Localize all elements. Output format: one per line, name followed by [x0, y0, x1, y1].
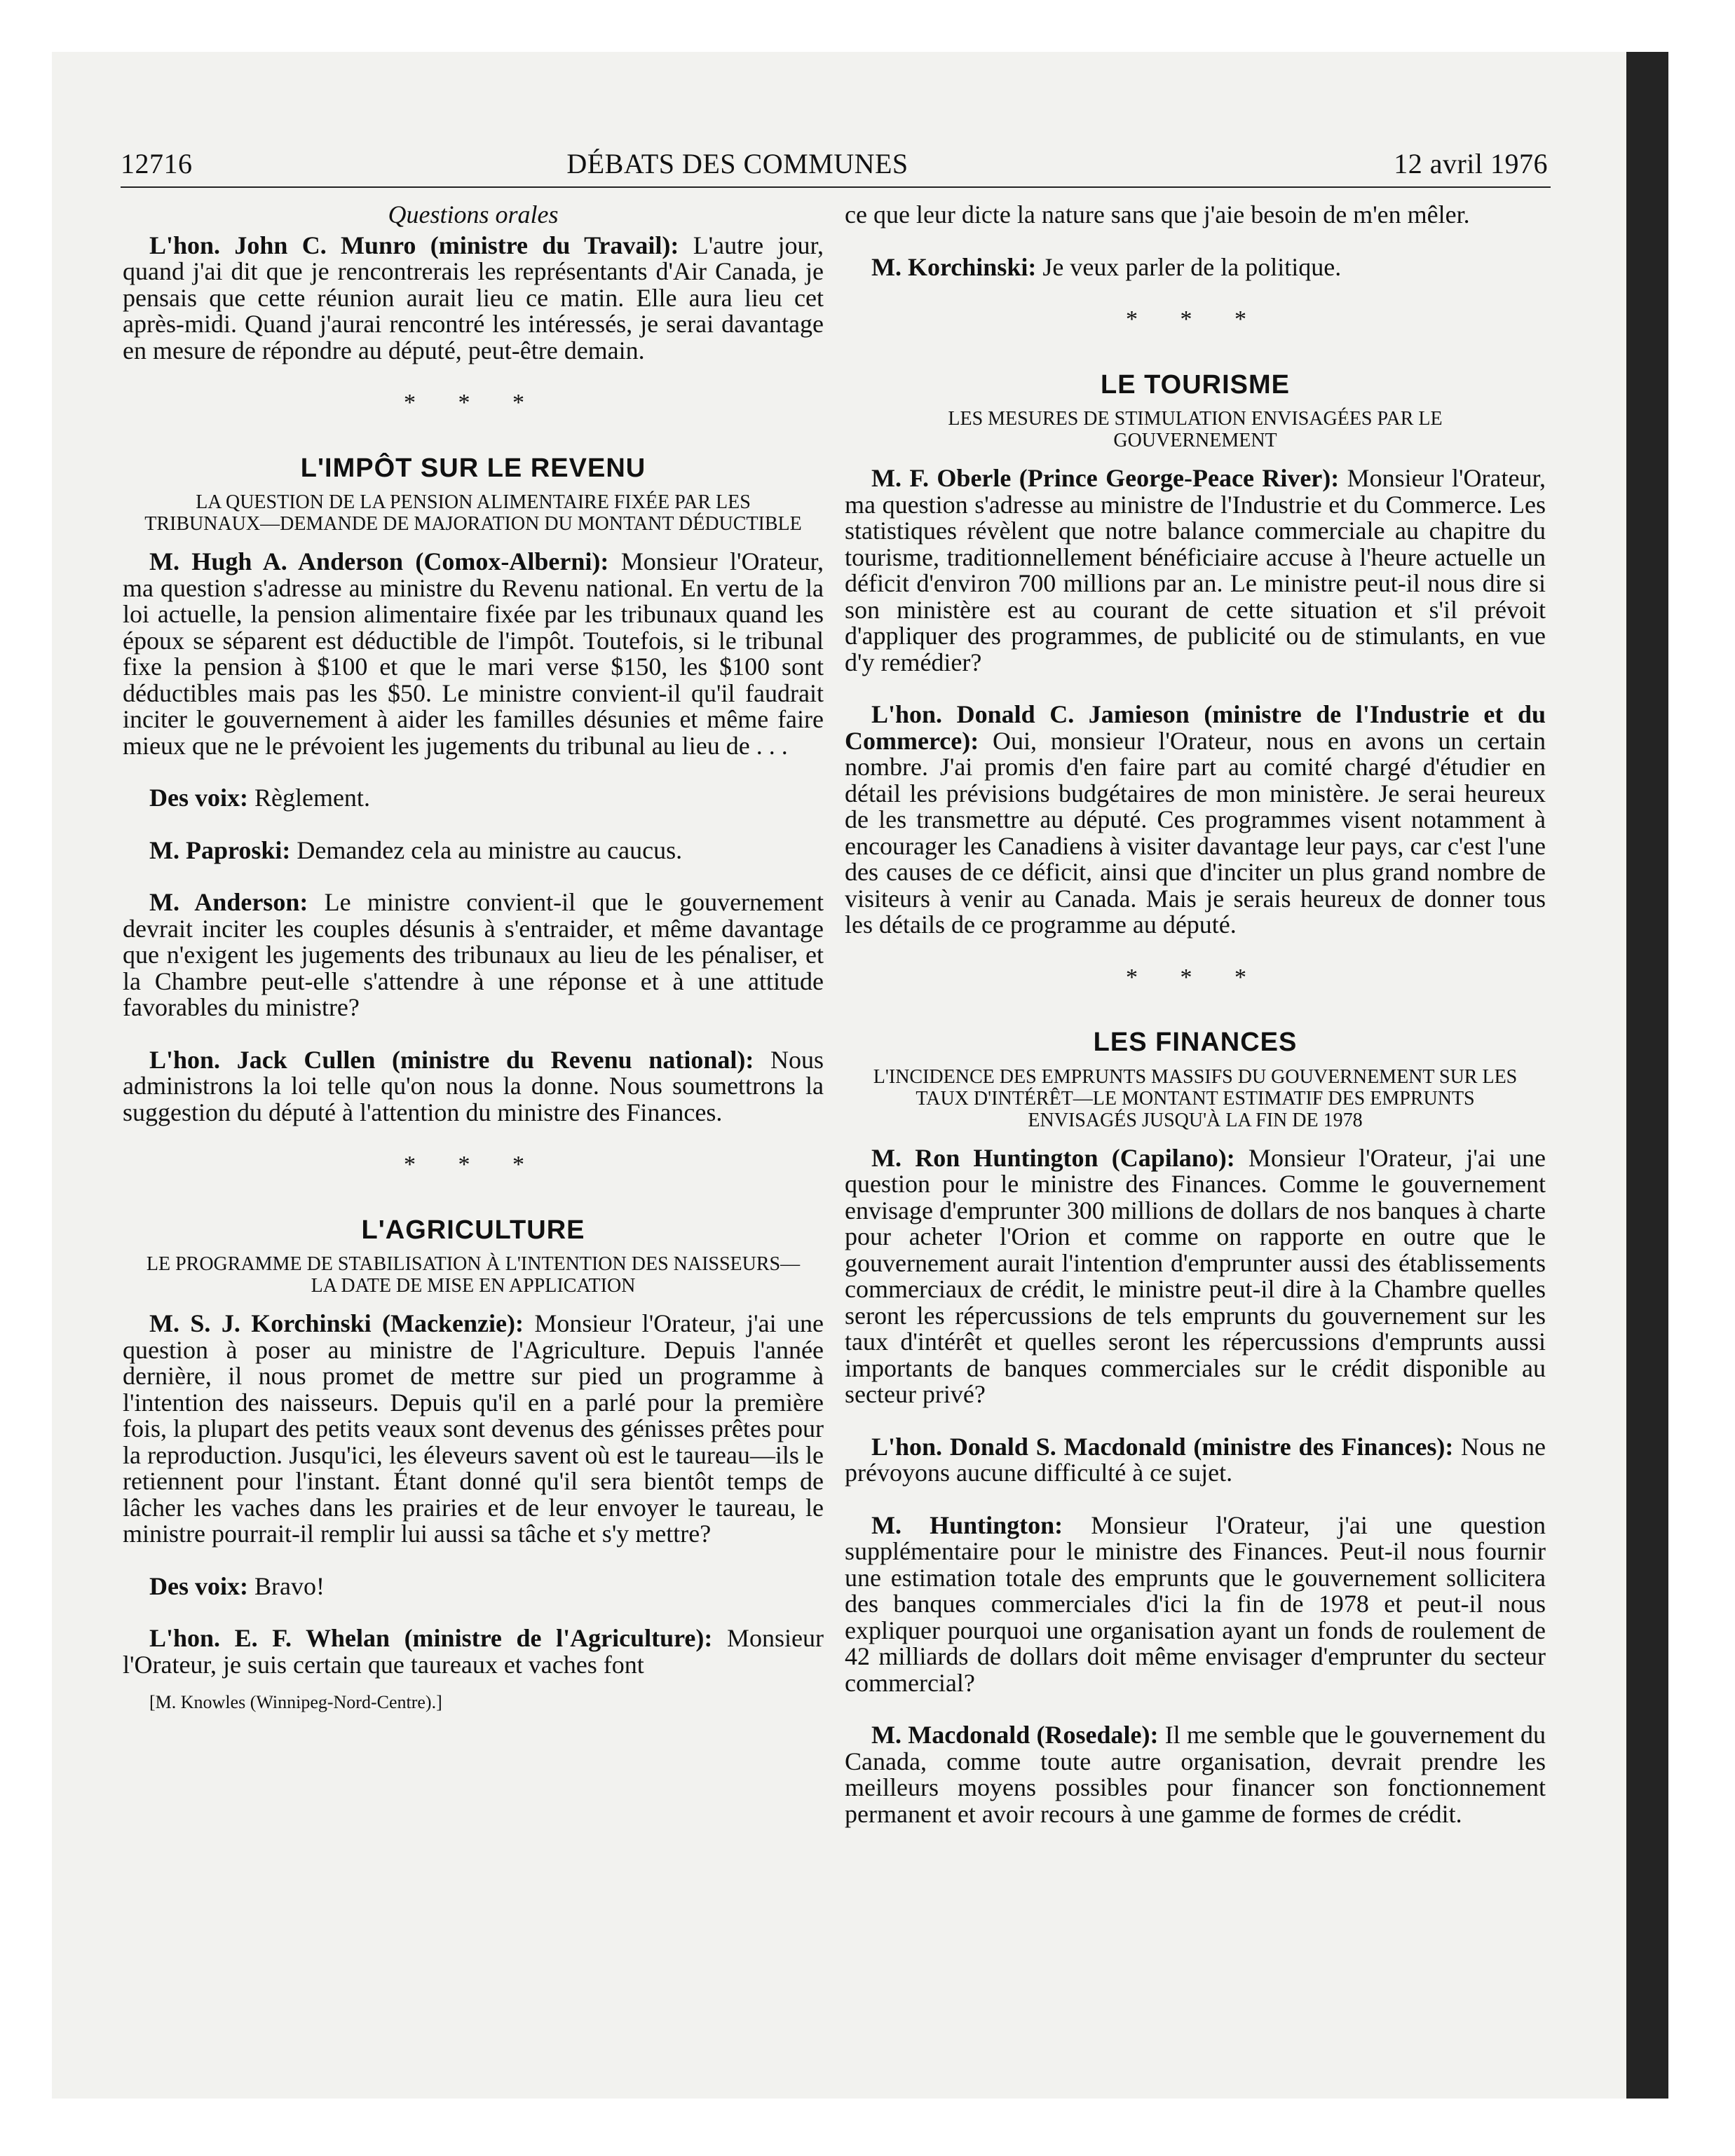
speaker-name: M. Ron Huntington (Capilano):	[871, 1143, 1235, 1172]
right-column	[845, 202, 1546, 1853]
speech-paragraph	[123, 1311, 824, 1548]
speech-paragraph	[845, 465, 1546, 676]
speech-paragraph	[123, 1625, 824, 1678]
speaker-name: M. Paproski:	[149, 835, 291, 864]
speaker-name: M. S. J. Korchinski (Mackenzie):	[149, 1309, 524, 1337]
speech-paragraph	[123, 1047, 824, 1126]
speech-text: Bravo!	[247, 1571, 325, 1600]
section-separator: * * *	[404, 1152, 543, 1178]
speech-text: Monsieur l'Orateur, ma question s'adresse au ministre de l'Industrie et du Commerce. Les statistiques révèlent que notre balance commerciale au chapitre du tourisme, traditionnellement bénéficiaire accuse à l'heure actuelle un déficit d'environ 700 millions par an. Le ministre peut-il nous dire si son ministère est au courant de cette situation et s'il prévoit d'appliquer des programmes, de publicité ou de stimulants, en vue d'y remédier?	[845, 464, 1546, 676]
section-label: Questions orales	[388, 200, 559, 228]
speech-paragraph	[123, 1571, 824, 1600]
subtopic-heading: L'INCIDENCE DES EMPRUNTS MASSIFS DU GOUVERNEMENT SUR LES TAUX D'INTÉRÊT—LE MONTANT ESTIMATIF DES EMPRUNTS ENVISAGÉS JUSQU'À LA FIN DE 1978	[873, 1065, 1518, 1131]
footnote: [M. Knowles (Winnipeg-Nord-Centre).]	[149, 1692, 442, 1712]
page-date: 12 avril 1976	[1394, 148, 1548, 179]
section-separator: * * *	[404, 390, 543, 416]
speech-paragraph	[123, 889, 824, 1021]
speaker-name: L'hon. John C. Munro (ministre du Travail):	[149, 231, 679, 259]
speaker-name: L'hon. E. F. Whelan (ministre de l'Agriculture):	[149, 1624, 713, 1652]
speaker-name: Des voix:	[149, 784, 248, 812]
speech-text: Monsieur l'Orateur, j'ai une question pour le ministre des Finances. Comme le gouvernement envisage d'emprunter 300 millions de dollars de nos banques à charte pour acheter l'Orion et comme on rapporte en outre que le gouvernement aurait l'intention d'emprunter aussi des établissements commerciaux de crédit, le ministre peut-il dire à la Chambre quelles seront les répercussions de tels emprunts du gouvernement sur les taux d'intérêt et quelles seront les répercussions d'emprunts aussi importants de banques commerciales sur le crédit disponible au secteur privé?	[845, 1143, 1546, 1408]
speech-paragraph	[123, 785, 824, 812]
topic-heading: LES FINANCES	[1093, 1028, 1298, 1057]
speech-paragraph	[123, 835, 824, 864]
speech-text: Nous ne prévoyons aucune difficulté à ce sujet.	[845, 1432, 1546, 1487]
speech-paragraph	[845, 254, 1546, 281]
speech-text: Demandez cela au ministre au caucus.	[290, 835, 683, 864]
topic-heading: L'IMPÔT SUR LE REVENU	[300, 453, 646, 483]
header-rule	[121, 186, 1551, 188]
speech-paragraph	[845, 1145, 1546, 1408]
page-number: 12716	[121, 148, 193, 179]
speech-paragraph	[845, 702, 1546, 939]
speaker-name: Des voix:	[149, 1571, 248, 1600]
speech-text: Monsieur l'Orateur, ma question s'adresse au ministre du Revenu national. En vertu de la loi actuelle, la pension alimentaire fixée par les tribunaux quand les époux se séparent est déductible de l'impôt. Toutefois, si le tribunal fixe la pension à $100 et que le mari verse $150, les $100 sont déductibles mais pas les $50. Le ministre convient-il qu'il faudrait inciter le gouvernement à aider les familles désunies et même faire mieux que ne le prévoient les jugements du tribunal au lieu de . . .	[123, 547, 824, 760]
subtopic-heading: LA QUESTION DE LA PENSION ALIMENTAIRE FIXÉE PAR LES TRIBUNAUX—DEMANDE DE MAJORATION DU MONTANT DÉDUCTIBLE	[144, 491, 802, 535]
speech-text: L'autre jour, quand j'ai dit que je rencontrerais les représentants d'Air Canada, je pensais que cette réunion aurait lieu ce matin. Elle aura lieu cet après-midi. Quand j'aurai rencontré les intéressés, je serai davantage en mesure de répondre au député, peut-être demain.	[123, 231, 824, 364]
section-separator: * * *	[1126, 964, 1265, 990]
speech-text: Règlement.	[247, 784, 370, 812]
speech-text: Le ministre convient-il que le gouvernement devrait inciter les couples désunis à s'entraider, et même davantage que n'exigent les jugements des tribunaux au lieu de les pénaliser, et la Chambre peut-elle s'attendre à une réponse et à une attitude favorables du ministre?	[123, 888, 824, 1021]
speaker-name: M. F. Oberle (Prince George-Peace River):	[871, 464, 1340, 492]
speaker-name: L'hon. Donald C. Jamieson (ministre de l'Industrie et du Commerce):	[845, 700, 1546, 755]
speech-text: Oui, monsieur l'Orateur, nous en avons un certain nombre. J'ai promis d'en faire part au comité chargé d'étudier en détail les prévisions budgétaires de mon ministère. Je serai heureux de les transmettre au député. Ces programmes visent notamment à encourager les Canadiens à visiter davantage leur pays, car c'est l'une des causes de ce déficit, ainsi que d'inciter un plus grand nombre de visiteurs à venir au Canada. Mais je serais heureux de donner tous les détails de ce programme au député.	[845, 726, 1546, 939]
speech-text: Il me semble que le gouvernement du Canada, comme toute autre organisation, devrait prendre les meilleurs moyens possibles pour financer son fonctionnement permanent et avoir recours à une gamme de formes de crédit.	[845, 1721, 1546, 1828]
speech-paragraph	[123, 549, 824, 759]
speech-paragraph	[123, 233, 824, 364]
speech-continuation: ce que leur dicte la nature sans que j'aie besoin de m'en mêler.	[845, 200, 1470, 228]
speech-text: Monsieur l'Orateur, j'ai une question supplémentaire pour le ministre des Finances. Peut-il nous fournir une estimation totale des emprunts que le gouvernement sollicitera des banques commerciales d'ici la fin de 1978 et peut-il nous expliquer pourquoi une organisation ayant un fonds de roulement de 42 milliards de dollars doit même envisager d'emprunter du secteur commercial?	[845, 1510, 1546, 1697]
speech-paragraph	[845, 1722, 1546, 1827]
speaker-name: M. Macdonald (Rosedale):	[871, 1721, 1159, 1749]
speech-paragraph	[845, 1434, 1546, 1487]
speaker-name: M. Korchinski:	[871, 252, 1037, 281]
speech-paragraph	[845, 1510, 1546, 1697]
left-column	[123, 202, 824, 1742]
speech-text: Nous administrons la loi telle qu'on nous la donne. Nous soumettrons la suggestion du député à l'attention du ministre des Finances.	[123, 1045, 824, 1126]
scan-edge	[1626, 52, 1668, 2099]
speech-text: Monsieur l'Orateur, j'ai une question à poser au ministre de l'Agriculture. Depuis l'année dernière, il nous promet de mettre sur pied un programme à l'intention des naisseurs. Depuis qu'il en a parlé pour la première fois, la plupart des petits veaux sont devenus des génisses prêtes pour la reproduction. Jusqu'ici, les éleveurs savent où est le taureau—ils le retiennent pour l'instant. Étant donné qu'il sera bientôt temps de lâcher les vaches dans les prairies et de leur envoyer le taureau, le ministre pourrait-il remplir lui aussi sa tâche et s'y mettre?	[123, 1309, 824, 1548]
speaker-name: M. Anderson:	[149, 888, 308, 916]
subtopic-heading: LES MESURES DE STIMULATION ENVISAGÉES PAR LE GOUVERNEMENT	[948, 408, 1443, 451]
speaker-name: M. Huntington:	[871, 1510, 1063, 1539]
speaker-name: L'hon. Donald S. Macdonald (ministre des Finances):	[871, 1432, 1454, 1461]
speech-text: Monsieur l'Orateur, je suis certain que taureaux et vaches font	[123, 1624, 824, 1679]
page-title: DÉBATS DES COMMUNES	[566, 148, 909, 179]
topic-heading: L'AGRICULTURE	[361, 1215, 585, 1245]
subtopic-heading: LE PROGRAMME DE STABILISATION À L'INTENTION DES NAISSEURS—LA DATE DE MISE EN APPLICATION	[146, 1253, 801, 1297]
topic-heading: LE TOURISME	[1101, 369, 1290, 400]
speaker-name: L'hon. Jack Cullen (ministre du Revenu national):	[149, 1045, 754, 1074]
section-separator: * * *	[1126, 306, 1265, 332]
speech-text: Je veux parler de la politique.	[1036, 252, 1342, 281]
speaker-name: M. Hugh A. Anderson (Comox-Alberni):	[149, 547, 609, 575]
